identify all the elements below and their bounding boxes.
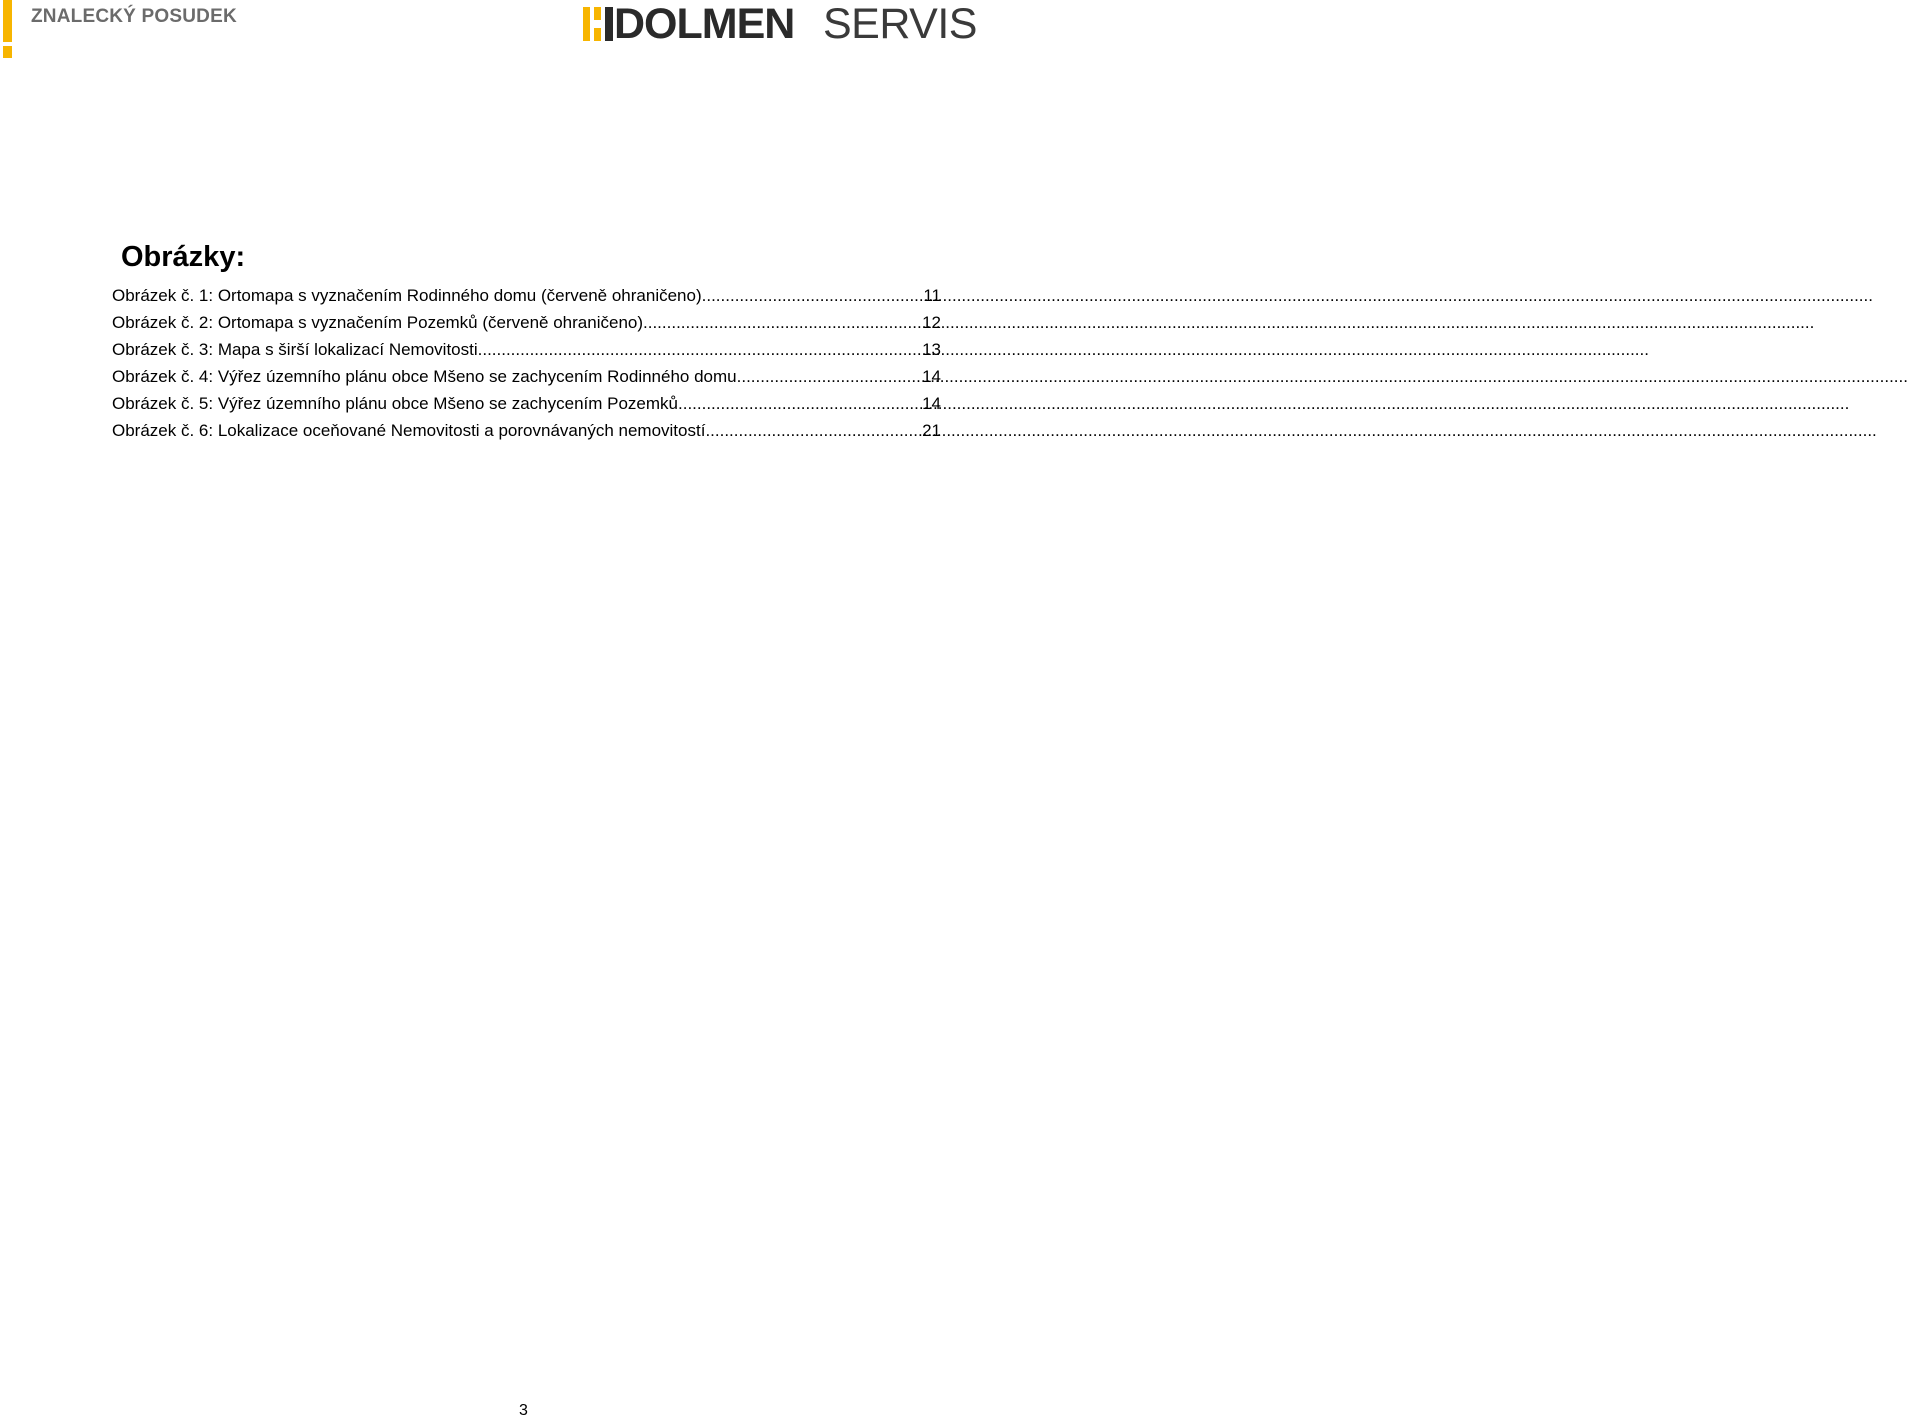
toc-dot-leader	[737, 363, 918, 390]
toc-dot-leader	[643, 309, 918, 336]
toc-entry-page: 13	[922, 340, 941, 359]
toc-entry-page: 21	[922, 421, 941, 440]
toc-entry[interactable]	[112, 282, 941, 309]
toc-entry-page: 14	[922, 367, 941, 386]
toc-entry[interactable]	[112, 417, 941, 444]
dolmen-mark-icon	[583, 5, 613, 43]
toc-entry-label: Obrázek č. 5: Výřez územního plánu obce Mšeno se zachycením Pozemků	[112, 394, 678, 413]
toc-entry[interactable]	[112, 390, 941, 417]
logo-accent-foot	[3, 46, 12, 58]
dolmen-logo-word: DOLMEN	[614, 0, 795, 48]
toc-entry-label: Obrázek č. 4: Výřez územního plánu obce Mšeno se zachycením Rodinného domu	[112, 367, 737, 386]
list-of-figures	[112, 282, 941, 444]
logo-accent-bar	[3, 0, 12, 42]
servis-logo-word: SERVIS	[823, 0, 977, 48]
znalecky-posudek-logo-text: ZNALECKÝ POSUDEK	[31, 6, 237, 27]
toc-entry-page: 12	[922, 313, 941, 332]
toc-entry-label: Obrázek č. 2: Ortomapa s vyznačením Pozemků (červeně ohraničeno)	[112, 313, 644, 332]
toc-entry[interactable]	[112, 336, 941, 363]
toc-dot-leader	[678, 390, 918, 417]
toc-entry[interactable]	[112, 363, 941, 390]
toc-entry-page: 11	[923, 286, 941, 305]
toc-entry-page: 14	[922, 394, 941, 413]
toc-dot-leader	[478, 336, 918, 363]
toc-dot-leader	[702, 282, 920, 309]
toc-entry[interactable]	[112, 309, 941, 336]
toc-entry-label: Obrázek č. 6: Lokalizace oceňované Nemovitosti a porovnávaných nemovitostí	[112, 421, 706, 440]
page-number: 3	[519, 1402, 528, 1419]
toc-entry-label: Obrázek č. 1: Ortomapa s vyznačením Rodinného domu (červeně ohraničeno)	[112, 286, 702, 305]
dolmen-servis-logo	[580, 0, 977, 48]
toc-dot-leader	[705, 417, 918, 444]
toc-entry-label: Obrázek č. 3: Mapa s širší lokalizací Nemovitosti	[112, 340, 478, 359]
section-title: Obrázky:	[121, 241, 246, 273]
